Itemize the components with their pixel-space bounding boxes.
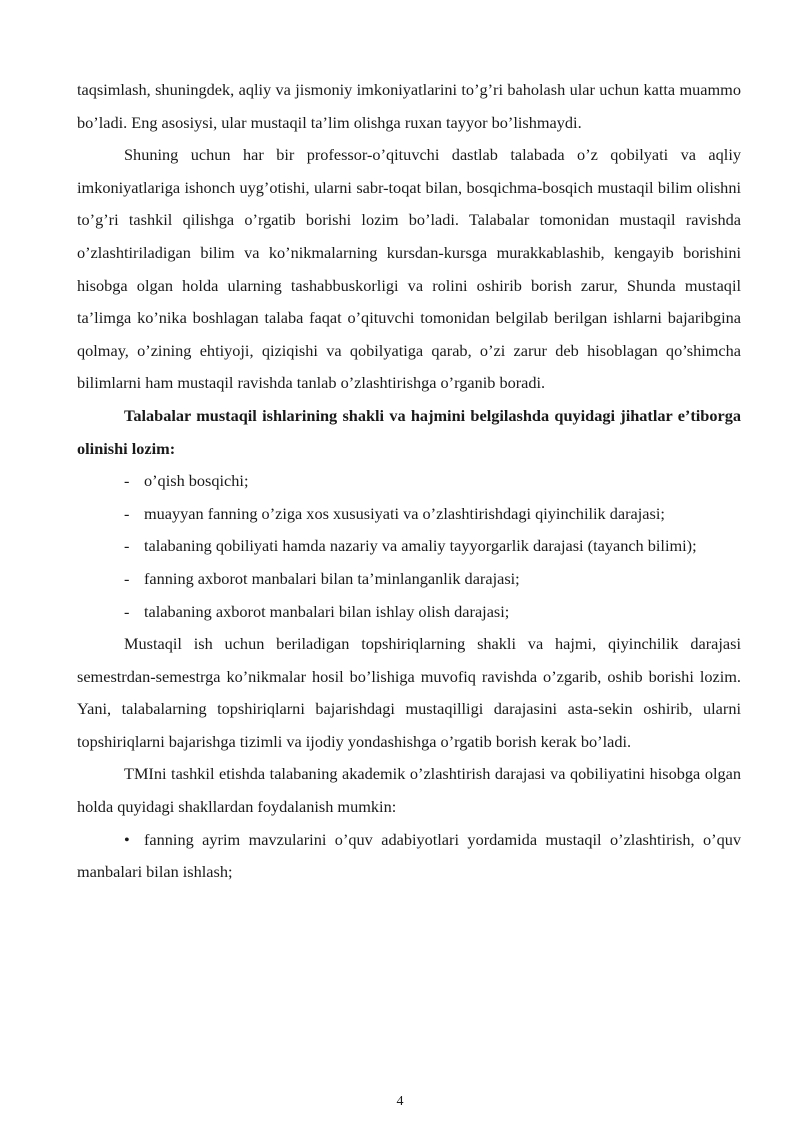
dash-marker: - xyxy=(124,568,130,588)
bullet-marker: • xyxy=(124,829,130,849)
page-number: 4 xyxy=(396,1094,404,1109)
dash-list-item xyxy=(77,530,741,563)
dash-marker: - xyxy=(124,536,130,556)
dash-list-item xyxy=(77,563,741,596)
section-heading: Talabalar mustaqil ishlarining shakli va hajmini belgilashda quyidagi jihatlar e’tiborga olinishi lozim: xyxy=(77,405,741,458)
list-item-text: muayyan fanning o’ziga xos xususiyati va o’zlashtirishdagi qiyinchilik darajasi; xyxy=(144,503,665,523)
document-body xyxy=(77,74,741,889)
paragraph-assignments: Mustaqil ish uchun beriladigan topshiriqlarning shakli va hajmi, qiyinchilik darajasi semestrdan-semestrga ko’nikmalar hosil bo’lishiga muvofiq ravishda o’zgarib, oshib borishi lozim. Yani, talabalarning topshiriqlarni bajarishdagi mustaqilligi darajasini asta-sekin oshirib, ularni topshiriqlarni bajarishga tizimli va ijodiy yondashishga o’rgatib borish kerak bo’ladi. xyxy=(77,634,741,751)
bullet-list-item xyxy=(77,824,741,889)
dash-list-item xyxy=(77,596,741,629)
paragraph-teacher-role: Shuning uchun har bir professor-o’qituvchi dastlab talabada o’z qobilyati va aqliy imkoniyatlariga ishonch uyg’otishi, ularni sabr-toqat bilan, bosqichma-bosqich mustaqil bilim olishni to’g’ri tashkil qilishga o’rgatib borishi lozim bo’ladi. Talabalar tomonidan mustaqil ravishda o’zlashtiriladigan bilim va ko’nikmalarning kursdan-kursga murakkablashib, kengayib borishini hisobga olgan holda ularning tashabbuskorligi va rolini oshirib borish zarur, Shunda mustaqil ta’limga ko’nika boshlagan talaba faqat o’qituvchi tomonidan belgilab berilgan ishlarni bajaribgina qolmay, o’zining ehtiyoji, qiziqishi va qobilyatiga qarab, o’zi zarur deb hisoblagan qo’shimcha bilimlarni ham mustaqil ravishda tanlab o’zlashtirishga o’rganib boradi. xyxy=(77,145,741,393)
paragraph-continued: taqsimlash, shuningdek, aqliy va jismoniy imkoniyatlarini to’g’ri baholash ular uchun katta muammo bo’ladi. Eng asosiysi, ular mustaqil ta’lim olishga ruxan tayyor bo’lishmaydi. xyxy=(77,80,741,132)
list-item-text: o’qish bosqichi; xyxy=(144,471,249,491)
list-item-text: fanning ayrim mavzularini o’quv adabiyotlari yordamida mustaqil o’zlashtirish, o’quv manbalari bilan ishlash; xyxy=(77,829,741,882)
list-item-text: talabaning axborot manbalari bilan ishlay olish darajasi; xyxy=(144,601,510,621)
dash-list-item xyxy=(77,465,741,498)
list-item-text: fanning axborot manbalari bilan ta’minlanganlik darajasi; xyxy=(144,568,520,588)
paragraph-forms: TMIni tashkil etishda talabaning akademik o’zlashtirish darajasi va qobiliyatini hisobga olgan holda quyidagi shakllardan foydalanish mumkin: xyxy=(77,764,741,817)
dash-list-item xyxy=(77,498,741,531)
dash-marker: - xyxy=(124,601,130,621)
dash-marker: - xyxy=(124,503,130,523)
list-item-text: talabaning qobiliyati hamda nazariy va amaliy tayyorgarlik darajasi (tayanch bilimi); xyxy=(144,536,697,556)
dash-marker: - xyxy=(124,471,130,491)
